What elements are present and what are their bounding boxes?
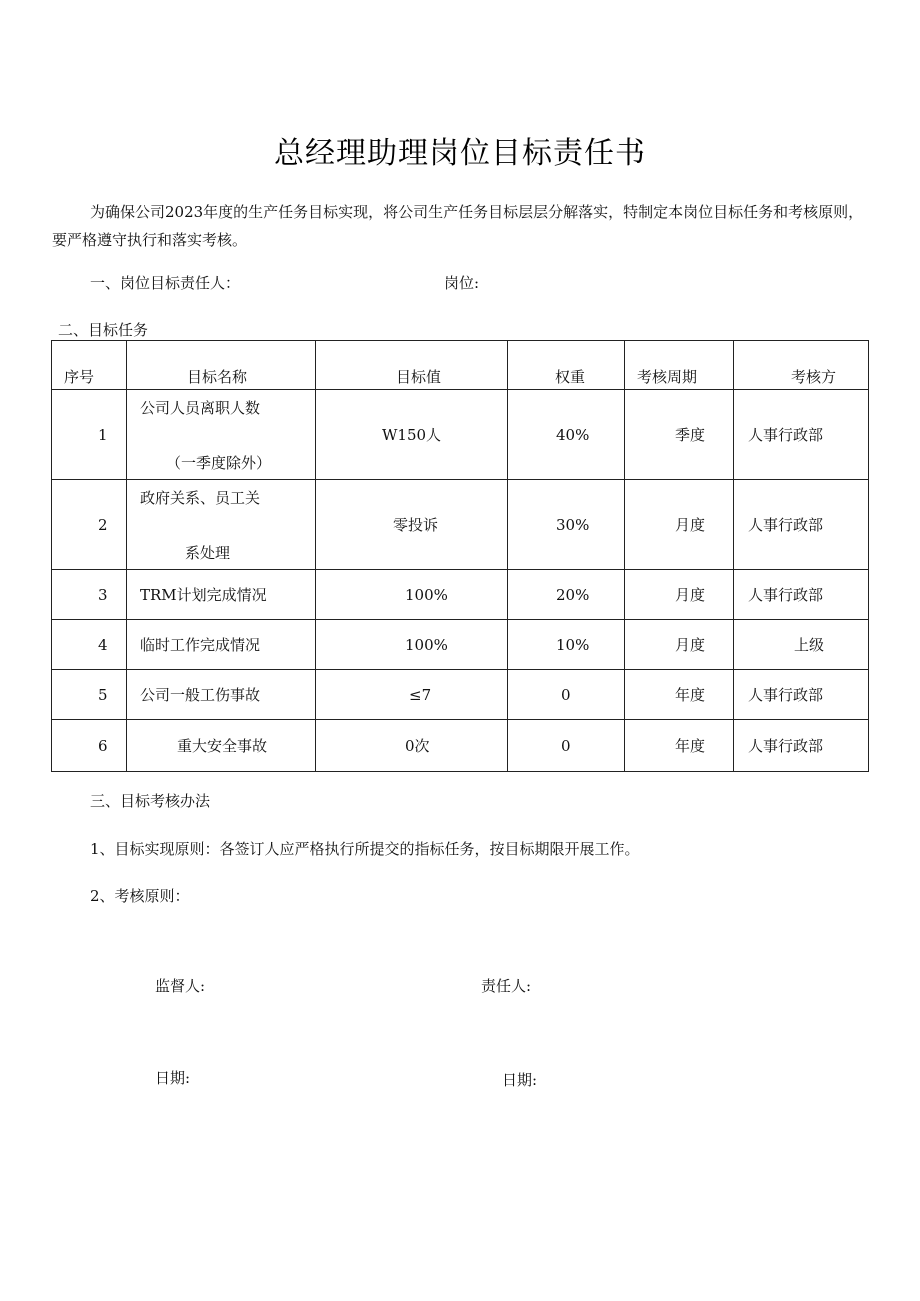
row-value: ≤7 [316, 670, 508, 720]
row-period: 年度 [625, 720, 734, 772]
row-name: TRM计划完成情况 [127, 570, 316, 620]
row-no: 2 [52, 480, 127, 570]
table-row [52, 620, 869, 670]
row-weight: 0 [508, 720, 625, 772]
row-value: 零投诉 [316, 480, 508, 570]
row-weight: 20% [508, 570, 625, 620]
date-right-label: 日期: [502, 1071, 538, 1089]
row-assessor: 人事行政部 [734, 720, 869, 772]
section1-position-label: 岗位: [444, 274, 480, 292]
row-no: 3 [52, 570, 127, 620]
row-name [127, 390, 316, 480]
row-weight: 10% [508, 620, 625, 670]
section2-label: 二、目标任务 [58, 321, 149, 339]
table-row [52, 570, 869, 620]
row-period: 月度 [625, 620, 734, 670]
row-no: 4 [52, 620, 127, 670]
row-no: 1 [52, 390, 127, 480]
table-row [52, 670, 869, 720]
row-name: 临时工作完成情况 [127, 620, 316, 670]
row-name: 重大安全事故 [127, 720, 316, 772]
header-no: 序号 [52, 341, 127, 390]
header-period: 考核周期 [625, 341, 734, 390]
row-assessor: 人事行政部 [734, 670, 869, 720]
table-row [52, 390, 869, 480]
row-name-line2: 系处理 [185, 543, 231, 562]
table-row [52, 480, 869, 570]
section3-item2: 2、考核原则： [90, 887, 190, 905]
row-no: 5 [52, 670, 127, 720]
row-period: 月度 [625, 480, 734, 570]
row-period: 季度 [625, 390, 734, 480]
section3-label: 三、目标考核办法 [90, 792, 211, 810]
row-value: W150人 [316, 390, 508, 480]
header-value: 目标值 [316, 341, 508, 390]
section3-item1: 1、目标实现原则：各签订人应严格执行所提交的指标任务，按目标期限开展工作。 [90, 840, 640, 858]
header-assessor: 考核方 [734, 341, 869, 390]
row-assessor: 人事行政部 [734, 570, 869, 620]
row-value: 0次 [316, 720, 508, 772]
intro-paragraph: 为确保公司2023年度的生产任务目标实现，将公司生产任务目标层层分解落实，特制定本岗位目标任务和考核原则，要严格遵守执行和落实考核。 [52, 203, 864, 249]
row-assessor: 人事行政部 [734, 480, 869, 570]
row-name-line2: （一季度除外） [166, 453, 272, 472]
goal-table [51, 340, 869, 772]
supervisor-label: 监督人: [155, 977, 206, 995]
responsible-label: 责任人: [481, 977, 532, 995]
row-weight: 30% [508, 480, 625, 570]
row-name-line1: 公司人员离职人数 [140, 398, 261, 417]
row-value: 100% [316, 570, 508, 620]
row-period: 月度 [625, 570, 734, 620]
row-assessor: 人事行政部 [734, 390, 869, 480]
header-name: 目标名称 [127, 341, 316, 390]
row-weight: 0 [508, 670, 625, 720]
row-value: 100% [316, 620, 508, 670]
table-header-row [52, 341, 869, 390]
row-name: 公司一般工伤事故 [127, 670, 316, 720]
row-weight: 40% [508, 390, 625, 480]
table-row [52, 720, 869, 772]
date-left-label: 日期: [155, 1069, 191, 1087]
section1-label: 一、岗位目标责任人： [90, 274, 241, 292]
row-name [127, 480, 316, 570]
row-assessor: 上级 [734, 620, 869, 670]
row-period: 年度 [625, 670, 734, 720]
row-name-line1: 政府关系、员工关 [140, 488, 261, 507]
row-no: 6 [52, 720, 127, 772]
header-weight: 权重 [508, 341, 625, 390]
page-title: 总经理助理岗位目标责任书 [274, 136, 646, 171]
